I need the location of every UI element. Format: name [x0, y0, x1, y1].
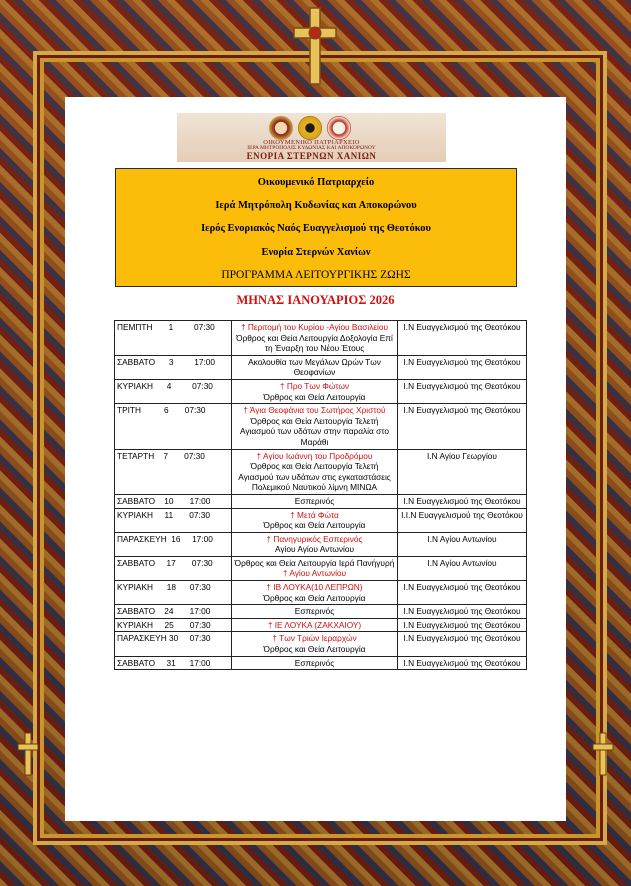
title-line-parish: Ενορία Στερνών Χανίων [261, 247, 371, 258]
day-time-cell: ΠΕΜΠΤΗ 1 07:30 [115, 321, 232, 356]
table-row [115, 532, 527, 556]
day-time-cell: ΚΥΡΙΑΚΗ 4 07:30 [115, 379, 232, 403]
day-time-cell: ΤΡΙΤΗ 6 07:30 [115, 404, 232, 449]
schedule-table [114, 320, 527, 670]
location-cell: Ι.Ν Ευαγγελισμού της Θεοτόκου [398, 321, 527, 356]
right-cross-icon [591, 732, 615, 776]
title-box [115, 168, 517, 287]
service-description: Όρθρος και Θεία Λειτουργία Ιερά Πανήγυρή [234, 557, 395, 568]
service-cell [232, 618, 398, 632]
feast-name: † Αγίου Ιωάννη του Προδρόμου [256, 450, 373, 461]
service-cell [232, 355, 398, 379]
service-description: Εσπερινός [294, 606, 335, 617]
document-page [65, 97, 566, 821]
service-description: Ακολουθία των Μεγάλων Ωρών Των Θεοφανίων [248, 356, 381, 378]
location-cell: Ι.Ν Ευαγγελισμού της Θεοτόκου [398, 632, 527, 656]
location-cell: Ι.Ι.Ν Ευαγγελισμού της Θεοτόκου [398, 508, 527, 532]
table-row [115, 632, 527, 656]
feast-name: † Προ Των Φώτων [279, 380, 350, 391]
service-cell [232, 632, 398, 656]
location-cell: Ι.Ν Ευαγγελισμού της Θεοτόκου [398, 618, 527, 632]
double-eagle-icon [298, 116, 322, 140]
logo-line-metropolis: ΙΕΡΑ ΜΗΤΡΟΠΟΛΙΣ ΚΥΔΩΝΙΑΣ ΚΑΙ ΑΠΟΚΟΡΩΝΟΥ [247, 145, 376, 151]
service-cell [232, 494, 398, 508]
day-time-cell: ΣΑΒΒΑΤΟ 3 17:00 [115, 355, 232, 379]
location-cell: Ι.Ν Ευαγγελισμού της Θεοτόκου [398, 656, 527, 670]
service-cell [232, 508, 398, 532]
title-line-patriarchate: Οικουμενικό Πατριαρχείο [257, 177, 375, 188]
table-row [115, 508, 527, 532]
table-row [115, 379, 527, 403]
service-description: Αγίου Αγίου Αντωνίου [274, 544, 355, 555]
feast-name: † Πανηγυρικός Εσπερινός [266, 533, 363, 544]
service-description: Όρθρος και Θεία Λειτουργία [263, 391, 366, 402]
service-description: Όρθρος και Θεία Λειτουργία [263, 644, 366, 655]
feast-name: † Μετά Φώτα [290, 509, 339, 520]
location-cell: Ι.Ν Ευαγγελισμού της Θεοτόκου [398, 379, 527, 403]
service-cell [232, 605, 398, 619]
service-description: Εσπερινός [294, 657, 335, 668]
patriarchate-seal-icon [269, 116, 293, 140]
month-heading: ΜΗΝΑΣ ΙΑΝΟΥΑΡΙΟΣ 2026 [236, 293, 395, 307]
table-row [115, 494, 527, 508]
table-row [115, 581, 527, 605]
service-description: Όρθρος και Θεία Λειτουργία [263, 520, 366, 531]
location-cell: Ι.Ν Ευαγγελισμού της Θεοτόκου [398, 404, 527, 449]
feast-name: † ΙΕ ΛΟΥΚΑ (ΖΑΚΧΑΙΟΥ) [267, 619, 362, 630]
left-cross-icon [16, 732, 40, 776]
title-line-metropolis: Ιερά Μητρόπολη Κυδωνίας και Αποκορώνου [215, 200, 417, 211]
service-cell [232, 449, 398, 494]
table-row [115, 449, 527, 494]
day-time-cell: ΚΥΡΙΑΚΗ 11 07:30 [115, 508, 232, 532]
location-cell: Ι.Ν Ευαγγελισμού της Θεοτόκου [398, 605, 527, 619]
day-time-cell: ΣΑΒΒΑΤΟ 31 17:00 [115, 656, 232, 670]
metropolis-seal-icon [327, 116, 351, 140]
table-row [115, 618, 527, 632]
day-time-cell: ΚΥΡΙΑΚΗ 25 07:30 [115, 618, 232, 632]
location-cell: Ι.Ν Αγίου Αντωνίου [398, 532, 527, 556]
service-description: Όρθρος και Θεία Λειτουργία Τελετή Αγιασμού των υδάτων στην παραλία στο Μαράθι [239, 415, 390, 447]
service-cell [232, 581, 398, 605]
table-row [115, 355, 527, 379]
feast-name: † ΙΒ ΛΟΥΚΑ(10 ΛΕΠΡΩΝ) [266, 582, 363, 593]
day-time-cell: ΣΑΒΒΑΤΟ 24 17:00 [115, 605, 232, 619]
service-cell [232, 556, 398, 580]
service-description: Όρθρος και Θεία Λειτουργία Τελετή Αγιασμού των υδάτων στις εγκαταστάσεις Πολεμικού Ναυτικού λίμνη ΜΙΝΩΑ [238, 461, 391, 493]
feast-name: † Των Τριών Ιεραρχών [272, 633, 357, 644]
logo-line-parish: ΕΝΟΡΙΑ ΣΤΕΡΝΩΝ ΧΑΝΙΩΝ [246, 151, 377, 161]
service-cell [232, 404, 398, 449]
day-time-cell: ΤΕΤΑΡΤΗ 7 07:30 [115, 449, 232, 494]
table-row [115, 321, 527, 356]
location-cell: Ι.Ν Ευαγγελισμού της Θεοτόκου [398, 355, 527, 379]
feast-name: † Άγια Θεοφάνια του Σωτήρος Χριστού [243, 405, 386, 416]
parish-logo-banner [177, 113, 446, 162]
feast-name-inline: † Αγίου Αντωνίου [282, 568, 347, 579]
day-time-cell: ΠΑΡΑΣΚΕΥΗ 30 07:30 [115, 632, 232, 656]
title-line-church: Ιερός Ενοριακός Ναός Ευαγγελισμού της Θεοτόκου [201, 223, 431, 234]
top-cross-icon [290, 6, 340, 86]
location-cell: Ι.Ν Αγίου Αντωνίου [398, 556, 527, 580]
day-time-cell: ΣΑΒΒΑΤΟ 10 17:00 [115, 494, 232, 508]
location-cell: Ι.Ν Ευαγγελισμού της Θεοτόκου [398, 494, 527, 508]
location-cell: Ι.Ν Ευαγγελισμού της Θεοτόκου [398, 581, 527, 605]
page-title: ΠΡΟΓΡΑΜΜΑ ΛΕΙΤΟΥΡΓΙΚΗΣ ΖΩΗΣ [221, 269, 411, 281]
location-cell: Ι.Ν Αγίου Γεωργίου [398, 449, 527, 494]
table-row [115, 404, 527, 449]
service-description: Όρθρος και Θεία Λειτουργία [263, 592, 366, 603]
table-row [115, 605, 527, 619]
table-row [115, 656, 527, 670]
service-cell [232, 656, 398, 670]
service-description: Εσπερινός [294, 495, 335, 506]
service-cell [232, 379, 398, 403]
service-cell [232, 532, 398, 556]
service-cell [232, 321, 398, 356]
day-time-cell: ΠΑΡΑΣΚΕΥΗ 16 17:00 [115, 532, 232, 556]
day-time-cell: ΚΥΡΙΑΚΗ 18 07:30 [115, 581, 232, 605]
table-row [115, 556, 527, 580]
day-time-cell: ΣΑΒΒΑΤΟ 17 07:30 [115, 556, 232, 580]
logo-line-patriarchate: ΟΙΚΟΥΜΕΝΙΚΟ ΠΑΤΡΙΑΡΧΕΙΟ [263, 139, 360, 146]
service-description: Όρθρος και Θεία Λειτουργία Δοξολογία Επί τη Έναρξη του Νέου Έτους [236, 332, 393, 354]
feast-name: † Περιτομή του Κυρίου -Αγίου Βασιλείου [240, 322, 389, 332]
